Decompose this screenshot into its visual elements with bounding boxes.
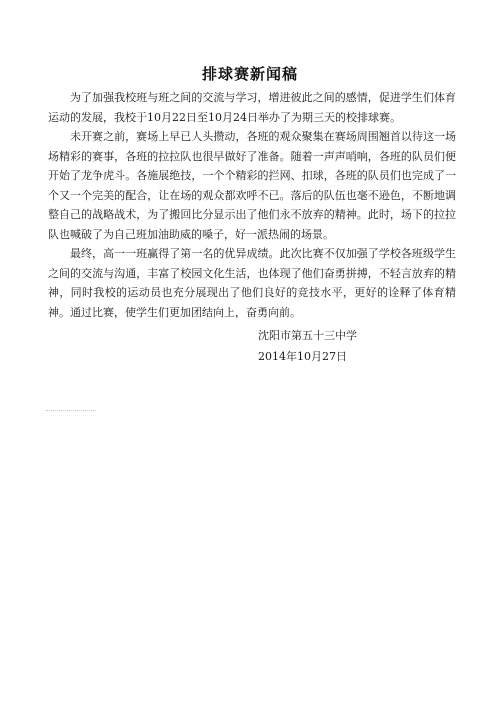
paragraph-conclusion: 最终，高一一班赢得了第一名的优异成绩。此次比赛不仅加强了学校各班级学生之间的交流与沟通，丰富了校园文化生活，也体现了他们奋勇拼搏，不轻言放弃的精神，同时我校的运动员也充分展现出了他们良好的竞技水平，更好的诠释了体育精神。通过比赛，使学生们更加团结向上，奋勇向前。 bbox=[48, 247, 456, 319]
dotted-divider bbox=[46, 410, 96, 411]
page-title: 排球赛新闻稿 bbox=[201, 65, 298, 83]
signature-block bbox=[258, 325, 458, 367]
signature-date: 2014年10月27日 bbox=[258, 350, 347, 363]
article-body bbox=[48, 88, 456, 322]
paragraph-intro: 为了加强我校班与班之间的交流与学习，增进彼此之间的感情，促进学生们体育运动的发展，我校于10月22日至10月24日举办了为期三天的校排球赛。 bbox=[48, 91, 456, 124]
paragraph-match: 未开赛之前，赛场上早已人头攒动，各班的观众聚集在赛场周围翘首以待这一场场精彩的赛事，各班的拉拉队也很早做好了准备。随着一声声哨响，各班的队员们便开始了龙争虎斗。各施展绝技，一个个精彩的拦网、扣球，各班的队员们也完成了一个又一个完美的配合，让在场的观众都欢呼不已。落后的队伍也毫不逊色，不断地调整自己的战略战术，为了搬回比分显示出了他们永不放弃的精神。此时，场下的拉拉队也喊破了为自己班加油助威的嗓子，好一派热闹的场景。 bbox=[48, 130, 456, 241]
signature-organization: 沈阳市第五十三中学 bbox=[258, 329, 357, 342]
